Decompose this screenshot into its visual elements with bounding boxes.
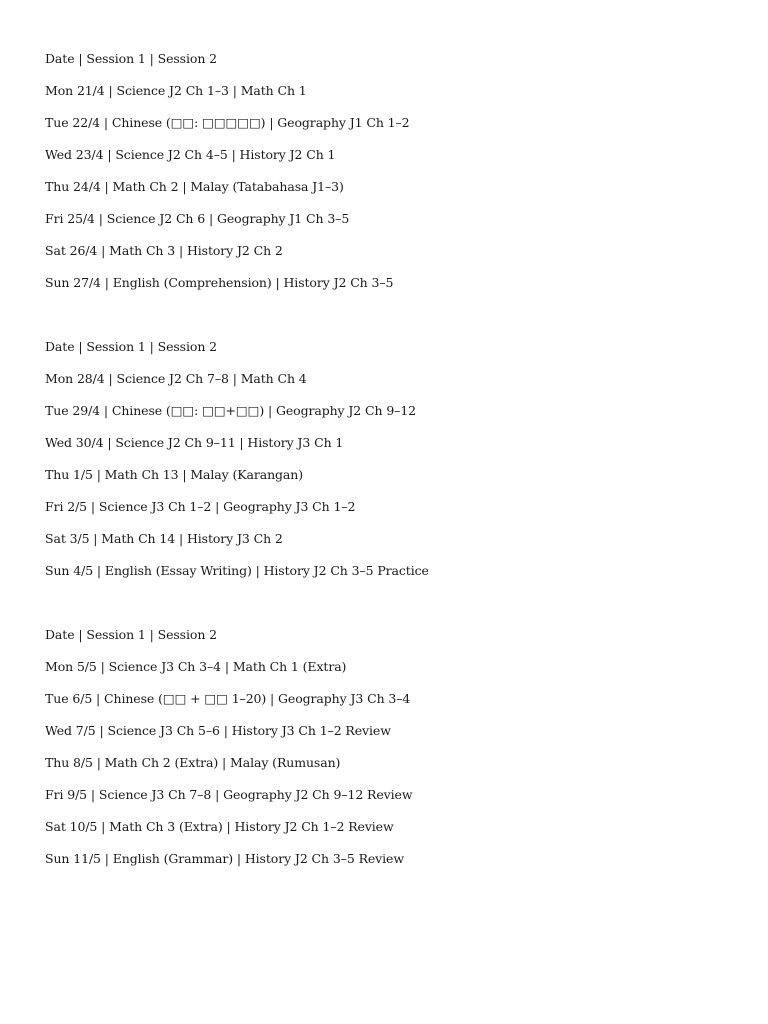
schedule-row: Wed 7/5 | Science J3 Ch 5–6 | History J3 Ch 1–2 Review [45, 723, 391, 738]
week-block-1 [45, 43, 748, 299]
schedule-row: Fri 2/5 | Science J3 Ch 1–2 | Geography J3 Ch 1–2 [45, 499, 356, 514]
schedule-row: Wed 23/4 | Science J2 Ch 4–5 | History J2 Ch 1 [45, 147, 336, 162]
schedule-row: Mon 5/5 | Science J3 Ch 3–4 | Math Ch 1 (Extra) [45, 659, 347, 674]
week-block-2 [45, 331, 748, 587]
table-header: Date | Session 1 | Session 2 [45, 627, 217, 642]
table-header: Date | Session 1 | Session 2 [45, 51, 217, 66]
schedule-row: Fri 25/4 | Science J2 Ch 6 | Geography J1 Ch 3–5 [45, 211, 350, 226]
schedule-row: Tue 29/4 | Chinese (□□: □□+□□) | Geography J2 Ch 9–12 [45, 403, 417, 418]
schedule-row: Sat 3/5 | Math Ch 14 | History J3 Ch 2 [45, 531, 283, 546]
schedule-row: Mon 21/4 | Science J2 Ch 1–3 | Math Ch 1 [45, 83, 307, 98]
schedule-row: Sun 27/4 | English (Comprehension) | History J2 Ch 3–5 [45, 275, 394, 290]
schedule-row: Thu 8/5 | Math Ch 2 (Extra) | Malay (Rumusan) [45, 755, 341, 770]
schedule-row: Mon 28/4 | Science J2 Ch 7–8 | Math Ch 4 [45, 371, 307, 386]
schedule-row: Fri 9/5 | Science J3 Ch 7–8 | Geography J2 Ch 9–12 Review [45, 787, 413, 802]
schedule-row: Wed 30/4 | Science J2 Ch 9–11 | History J3 Ch 1 [45, 435, 344, 450]
table-header: Date | Session 1 | Session 2 [45, 339, 217, 354]
schedule-row: Tue 22/4 | Chinese (□□: □□□□□) | Geography J1 Ch 1–2 [45, 115, 410, 130]
week-block-3 [45, 619, 748, 875]
schedule-row: Thu 1/5 | Math Ch 13 | Malay (Karangan) [45, 467, 304, 482]
schedule-row: Tue 6/5 | Chinese (□□ + □□ 1–20) | Geography J3 Ch 3–4 [45, 691, 411, 706]
schedule-row: Sat 10/5 | Math Ch 3 (Extra) | History J2 Ch 1–2 Review [45, 819, 394, 834]
schedule-row: Sun 11/5 | English (Grammar) | History J2 Ch 3–5 Review [45, 851, 404, 866]
schedule-row: Sun 4/5 | English (Essay Writing) | History J2 Ch 3–5 Practice [45, 563, 429, 578]
document-page [45, 43, 748, 907]
schedule-row: Sat 26/4 | Math Ch 3 | History J2 Ch 2 [45, 243, 283, 258]
schedule-row: Thu 24/4 | Math Ch 2 | Malay (Tatabahasa J1–3) [45, 179, 344, 194]
